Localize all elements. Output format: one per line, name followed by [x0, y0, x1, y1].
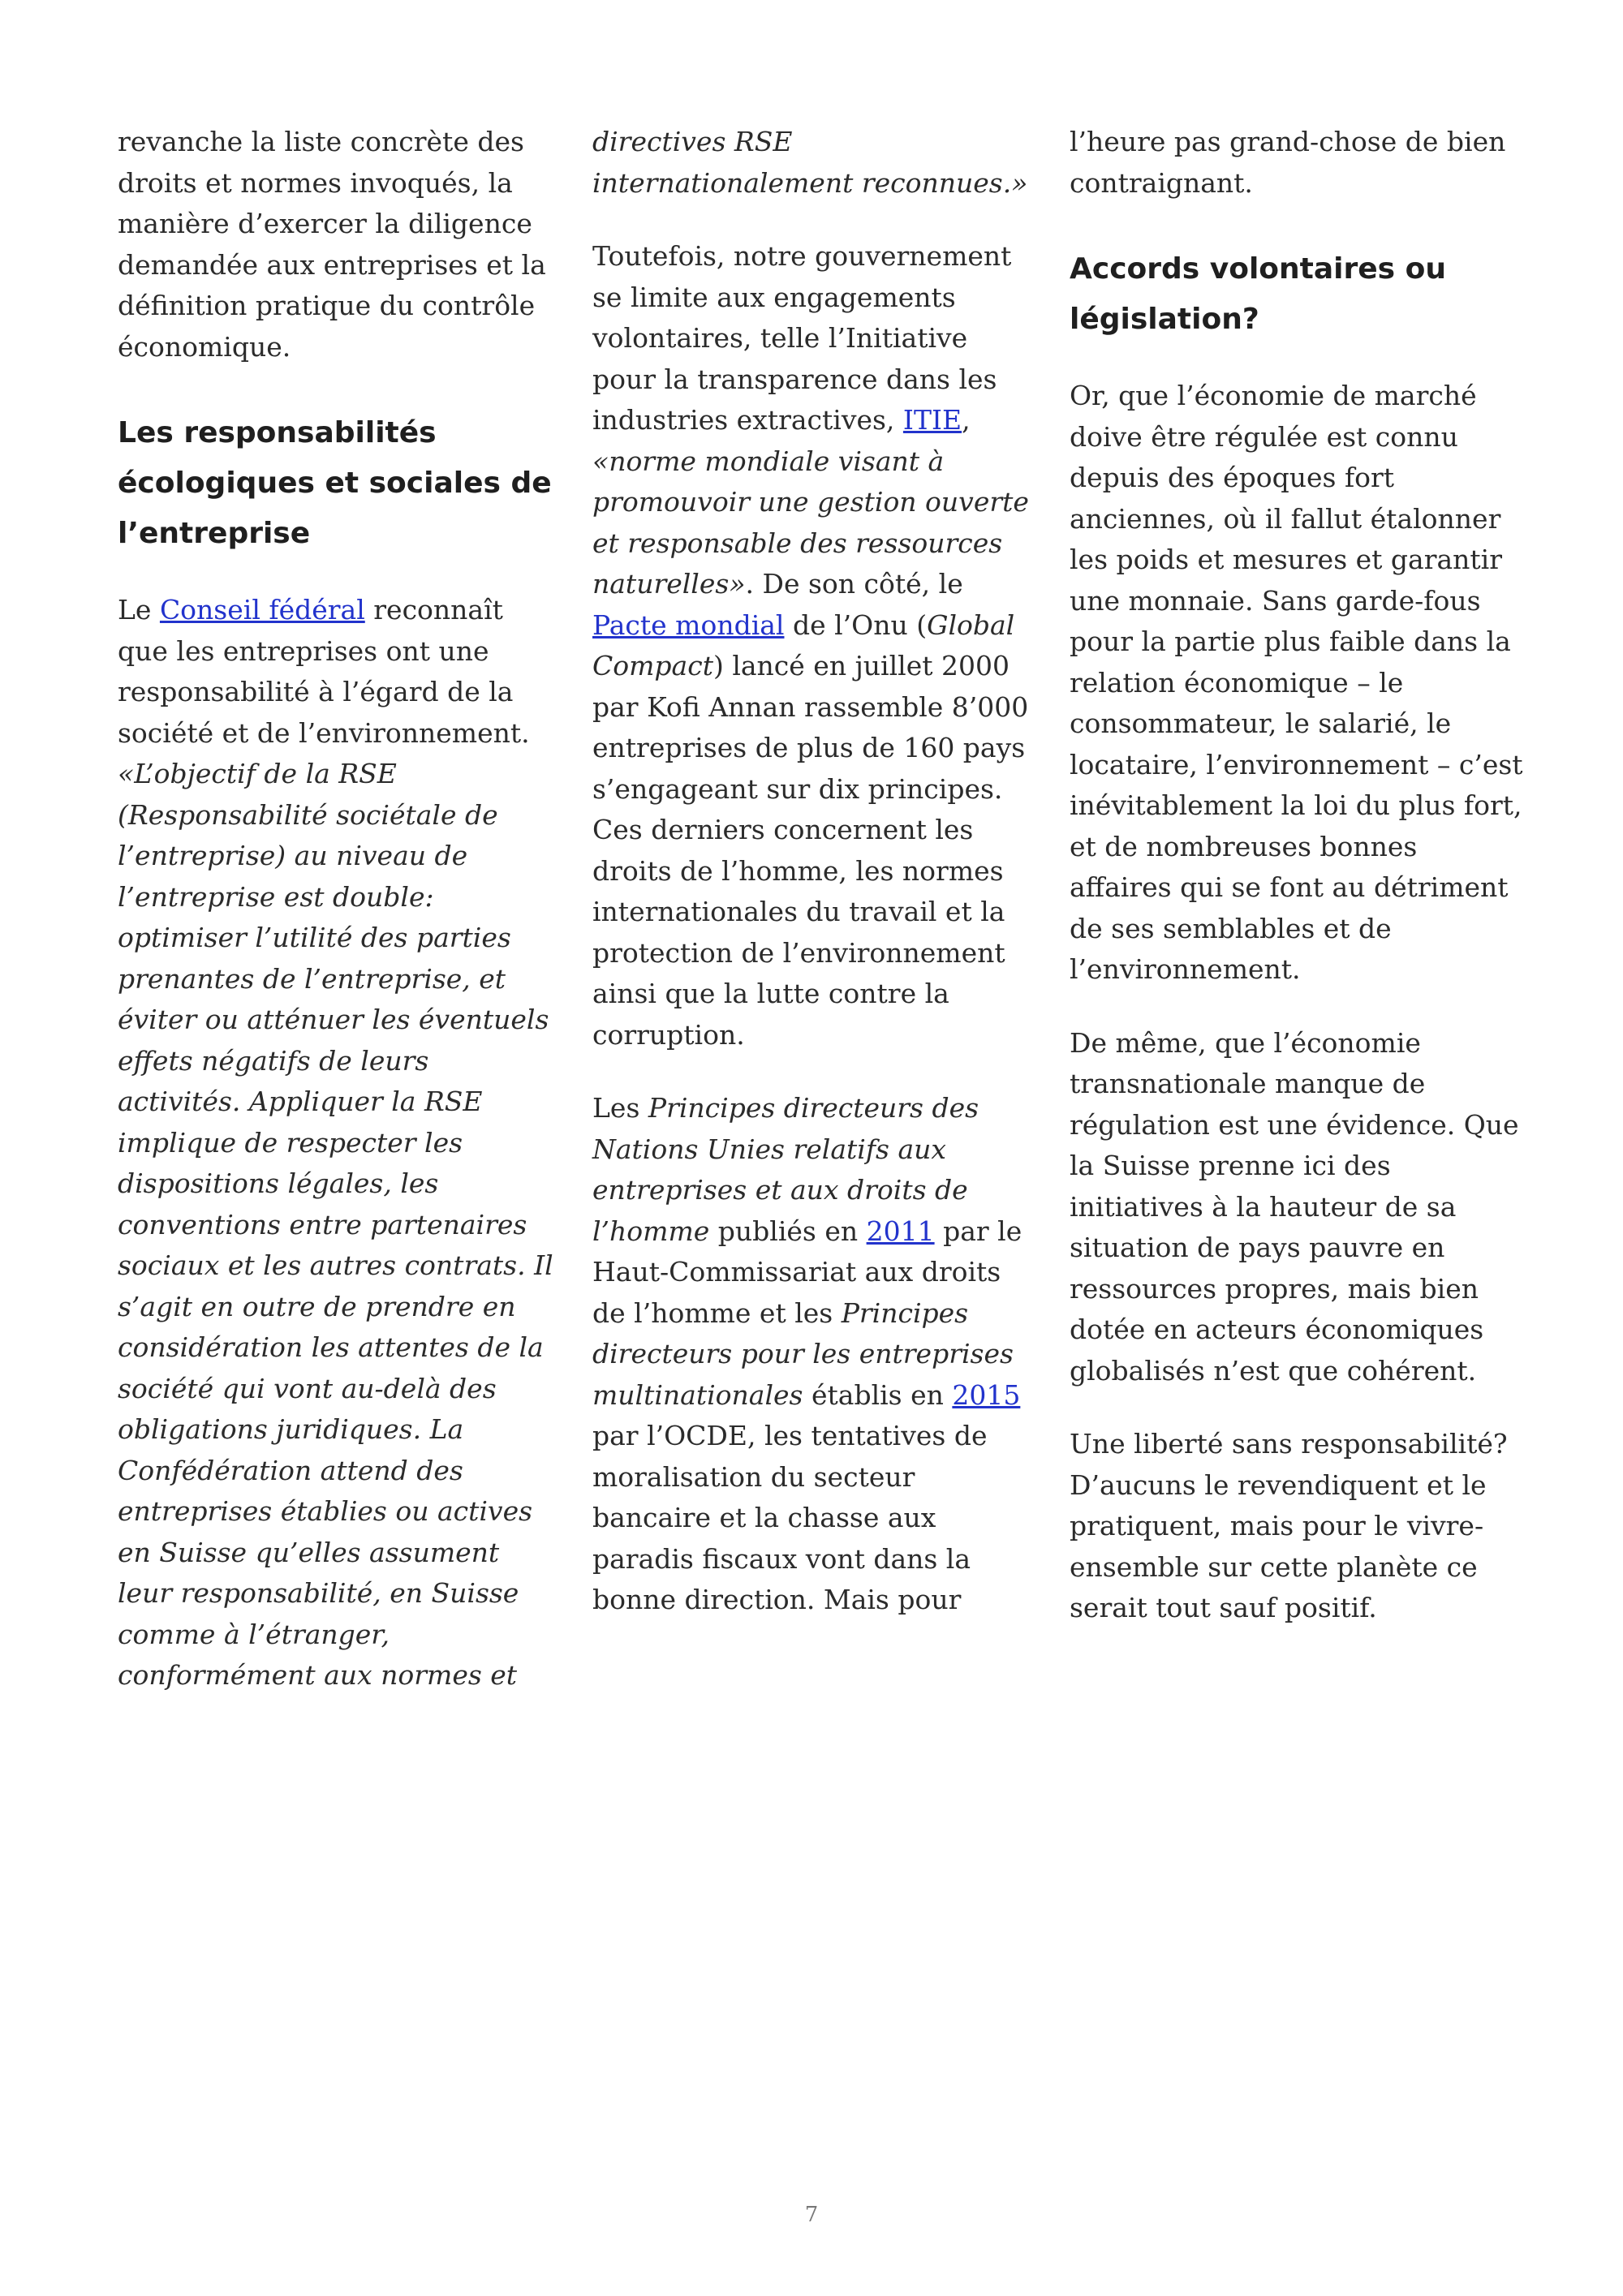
- paragraph-continuation: l’heure pas grand-chose de bien contraignant.: [1070, 126, 1506, 199]
- rse-quote-continued: directives RSE internationalement reconnues.»: [592, 126, 1028, 199]
- pacte-mondial-link[interactable]: Pacte mondial: [592, 608, 785, 641]
- section-heading-accords: Accords volontaires ou législation?: [1070, 252, 1446, 336]
- text-fragment: par l’OCDE, les tentatives de moralisation du secteur bancaire et la chasse aux paradis fiscaux vont dans la bonne direction. Mais pour: [592, 1420, 988, 1615]
- page-number: 7: [804, 2203, 819, 2227]
- paragraph-intro: revanche la liste concrète des droits et normes invoqués, la manière d’exercer la diligence demandée aux entreprises et la définition pratique du contrôle économique.: [118, 126, 546, 363]
- paragraph-engagements: [592, 236, 1035, 1056]
- column-2: [592, 122, 1035, 1653]
- column-1: [118, 122, 556, 1729]
- text-fragment: de l’Onu (: [784, 608, 928, 641]
- paragraph-quote-end: [592, 122, 1035, 204]
- paragraph-economie-transnationale: De même, que l’économie transnationale manque de régulation est une évidence. Que la Suisse prenne ici des initiatives à la hauteur de sa situation de pays pauvre en ressources propres, mais bien dotée en acteurs économiques globalisés n’est que cohérent.: [1070, 1026, 1519, 1387]
- text-fragment: publiés en: [709, 1215, 867, 1247]
- text-fragment: Toutefois, notre gouvernement se limite aux engagements volontaires, telle l’Initiative pour la transparence dans les industries extractives,: [592, 240, 1012, 436]
- itie-quote: «norme mondiale visant à promouvoir une gestion ouverte et responsable des ressources naturelles»: [592, 445, 1029, 600]
- principes-ocde-title: Principes directeurs pour les entreprises multinationales: [592, 1296, 1014, 1411]
- rse-quote: «L’objectif de la RSE (Responsabilité sociétale de l’entreprise) au niveau de l’entreprise est double: optimiser l’utilité des parties prenantes de l’entreprise, et éviter ou atténuer les éventuels effets négatifs de leurs activités. Appliquer la RSE implique de respecter les dispositions légales, les conventions entre partenaires sociaux et les autres contrats. Il s’agit en outre de prendre en considération les attentes de la société qui vont au-delà des obligations juridiques. La Confédération attend des entreprises établies ou actives en Suisse qu’elles assument leur responsabilité, en Suisse comme à l’étranger, conformément aux normes et: [118, 758, 553, 1691]
- text-fragment: établis en: [803, 1378, 953, 1411]
- paragraph-liberte: Une liberté sans responsabilité? D’aucuns le revendiquent et le pratiquent, mais pour le vivre-ensemble sur cette planète ce serait tout sauf positif.: [1070, 1428, 1508, 1623]
- global-compact-term: Global Compact: [592, 608, 1015, 681]
- paragraph-principes: [592, 1088, 1035, 1621]
- itie-link[interactable]: ITIE: [902, 404, 962, 436]
- principes-onu-title: Principes directeurs des Nations Unies relatifs aux entreprises et aux droits de l’homme: [592, 1092, 979, 1247]
- text-fragment: reconnaît que les entreprises ont une responsabilité à l’égard de la société et de l’environnement.: [118, 594, 530, 749]
- paragraph-economie-marche: Or, que l’économie de marché doive être régulée est connu depuis des époques fort anciennes, où il fallut étalonner les poids et mesures et garantir une monnaie. Sans garde-fous pour la partie plus faible dans la relation économique – le consommateur, le salarié, le locataire, l’environnement – c’est inévitablement la loi du plus fort, et de nombreuses bonnes affaires qui se font au détriment de ses semblables et de l’environnement.: [1070, 380, 1523, 985]
- text-fragment: par le Haut-Commissariat aux droits de l’homme et les: [592, 1215, 1022, 1329]
- text-fragment: ,: [962, 404, 971, 436]
- text-fragment: Le: [118, 594, 160, 626]
- link-2015[interactable]: 2015: [952, 1378, 1021, 1411]
- column-3: [1070, 122, 1524, 1662]
- text-fragment: ) lancé en juillet 2000 par Kofi Annan rassemble 8’000 entreprises de plus de 160 pays s’engageant sur dix principes. Ces derniers concernent les droits de l’homme, les normes internationales du travail et la protection de l’environnement ainsi que la lutte contre la corruption.: [592, 650, 1029, 1051]
- conseil-federal-link[interactable]: Conseil fédéral: [159, 594, 365, 626]
- section-heading-responsabilites: Les responsabilités écologiques et sociales de l’entreprise: [118, 416, 552, 550]
- paragraph-conseil-federal: [118, 590, 556, 1696]
- text-fragment: Les: [592, 1092, 648, 1124]
- link-2011[interactable]: 2011: [866, 1215, 935, 1247]
- text-fragment: . De son côté, le: [745, 568, 963, 600]
